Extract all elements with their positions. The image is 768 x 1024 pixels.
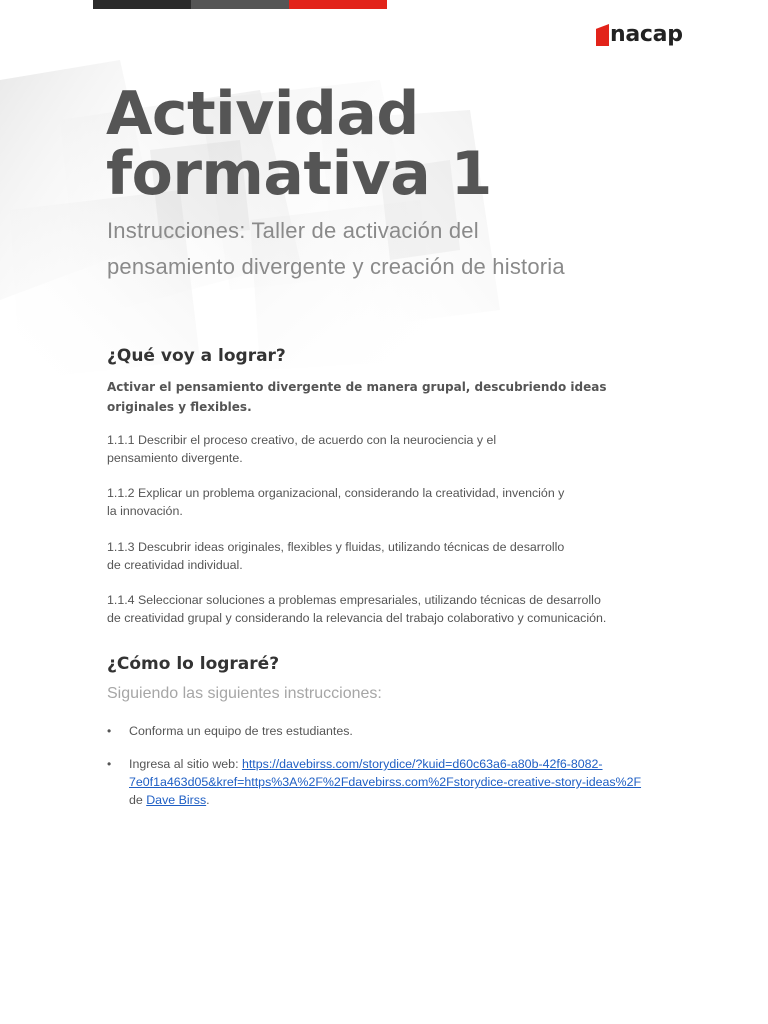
objective-item-1-1-2 (107, 484, 652, 520)
objective-item-1-1-1 (107, 431, 652, 467)
item-line: de creatividad grupal y considerando la relevancia del trabajo colaborativo y comunicación. (107, 611, 607, 625)
list-item-text: Conforma un equipo de tres estudiantes. (129, 724, 353, 738)
instructions-lead: Siguiendo las siguientes instrucciones: (107, 685, 382, 702)
page-subtitle (107, 213, 707, 285)
link-line-1: https://davebirss.com/storydice/?kuid=d60c63a6-a80b-42f6-8082- (241, 757, 603, 771)
item-line: la innovación. (107, 504, 183, 518)
item-line: de creatividad individual. (107, 558, 243, 572)
title-line-2: formativa 1 (106, 139, 492, 209)
page-title (106, 79, 492, 209)
inacap-logo (596, 24, 683, 46)
item-line: 1.1.4 Seleccionar soluciones a problemas empresariales, utilizando técnicas de desarrollo (107, 593, 601, 607)
subtitle-line-1: Instrucciones: Taller de activación del (107, 218, 479, 243)
bullet-icon: • (107, 724, 112, 738)
top-bar-segment-dark (93, 0, 191, 9)
title-line-1: Actividad (106, 79, 419, 149)
item-line: 1.1.2 Explicar un problema organizacional, considerando la creatividad, invención y (107, 486, 565, 500)
top-bar-segment-red (289, 0, 387, 9)
section-heading-que-voy-a-lograr: ¿Qué voy a lograr? (107, 346, 286, 366)
top-bar-segment-gray (191, 0, 289, 9)
bullet-icon: • (107, 757, 112, 771)
section-heading-como-lo-lograre: ¿Cómo lo lograré? (107, 654, 280, 674)
logo-text: nacap (610, 22, 683, 47)
item-line: 1.1.1 Describir el proceso creativo, de acuerdo con la neurociencia y el (107, 433, 497, 447)
logo-mark-icon (596, 24, 609, 46)
link-line-2: 7e0f1a463d05&kref=https%3A%2F%2Fdavebirss.com%2Fstorydice-creative-story-ideas%2F (129, 775, 642, 789)
author-prefix: de (129, 793, 147, 807)
learning-objective: Activar el pensamiento divergente de manera grupal, descubriendo ideas originales y flexibles. (107, 380, 607, 414)
item-line: 1.1.3 Descubrir ideas originales, flexibles y fluidas, utilizando técnicas de desarrollo (107, 540, 565, 554)
objective-item-1-1-3 (107, 538, 652, 574)
website-prefix: Ingresa al sitio web: (129, 757, 242, 771)
item-line: pensamiento divergente. (107, 451, 243, 465)
subtitle-line-2: pensamiento divergente y creación de historia (107, 254, 565, 279)
period: . (206, 793, 210, 807)
dave-birss-link[interactable]: Dave Birss (146, 793, 207, 807)
objective-item-1-1-4 (107, 591, 652, 627)
top-color-bar (93, 0, 387, 9)
list-item-text (129, 755, 669, 809)
